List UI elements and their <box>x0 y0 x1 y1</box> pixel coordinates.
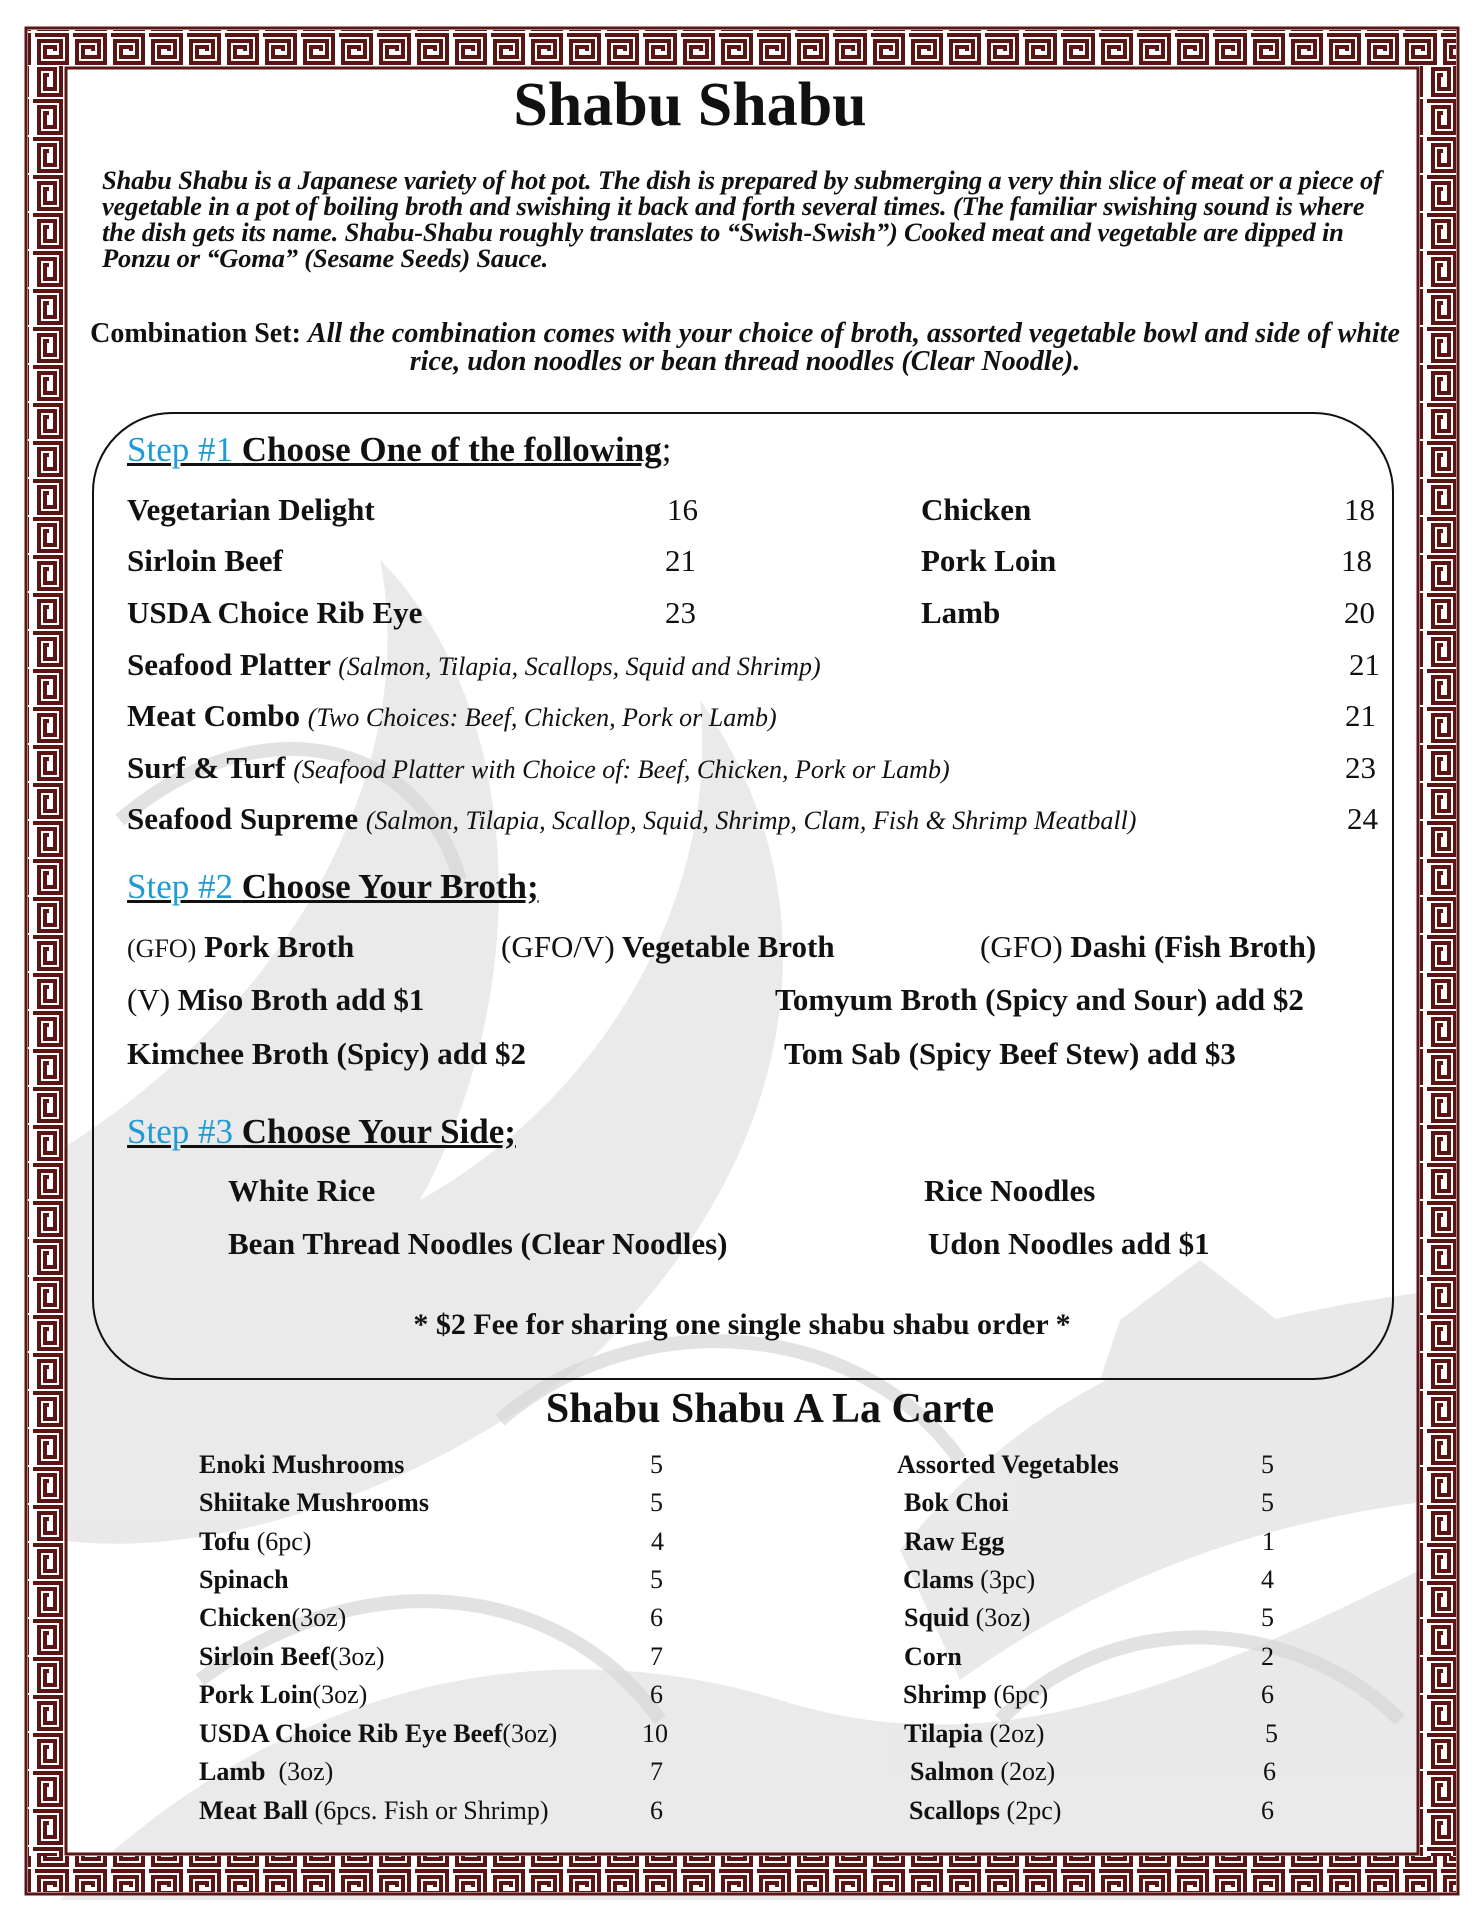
alacarte-item-name: Salmon <box>910 1757 994 1786</box>
broth-name: Miso Broth add $1 <box>177 982 425 1017</box>
alacarte-item <box>199 1680 367 1710</box>
menu-item-note: (Two Choices: Beef, Chicken, Pork or Lamb) <box>307 703 777 732</box>
alacarte-item-price: 5 <box>1265 1719 1278 1748</box>
alacarte-item-qty: (3pc) <box>973 1565 1036 1594</box>
alacarte-item <box>199 1565 289 1595</box>
menu-item-name: Seafood Platter <box>127 647 331 682</box>
alacarte-item <box>904 1527 1004 1557</box>
alacarte-item-price: 6 <box>650 1680 663 1709</box>
side-option: Udon Noodles add $1 <box>928 1226 1210 1261</box>
broth-name: Dashi (Fish Broth) <box>1070 929 1317 964</box>
menu-item-name: Surf & Turf <box>127 750 286 785</box>
alacarte-item-price: 5 <box>1261 1450 1274 1479</box>
alacarte-item-qty: (2oz) <box>993 1757 1056 1786</box>
broth-tag: (GFO/V) <box>501 929 615 964</box>
alacarte-item <box>904 1642 962 1672</box>
alacarte-item-price: 5 <box>1261 1488 1274 1517</box>
alacarte-item-name: Clams <box>903 1565 974 1594</box>
alacarte-item-name: Shrimp <box>903 1680 987 1709</box>
alacarte-item <box>199 1488 429 1518</box>
alacarte-item-qty: (3oz) <box>312 1680 368 1709</box>
alacarte-item-name: Meat Ball <box>199 1796 309 1825</box>
alacarte-item-price: 4 <box>1261 1565 1274 1594</box>
broth-name: Vegetable Broth <box>621 929 835 964</box>
menu-item-price: 20 <box>1344 595 1375 630</box>
alacarte-item <box>904 1488 1009 1518</box>
alacarte-item-name: Spinach <box>199 1565 289 1594</box>
alacarte-item-price: 6 <box>1263 1757 1276 1786</box>
alacarte-item-qty: (3oz) <box>502 1719 558 1748</box>
alacarte-item-name: Sirloin Beef <box>199 1642 330 1671</box>
alacarte-item-name: Chicken <box>199 1603 292 1632</box>
step3-number: Step #3 <box>127 1112 242 1151</box>
alacarte-item-qty: (3oz) <box>291 1603 347 1632</box>
alacarte-item-name: Tofu <box>199 1527 251 1556</box>
alacarte-item-price: 6 <box>650 1796 663 1825</box>
step3-title: Choose Your Side; <box>241 1112 516 1151</box>
alacarte-item-qty: (6pc) <box>250 1527 312 1556</box>
alacarte-item-price: 5 <box>650 1450 663 1479</box>
alacarte-item-price: 6 <box>650 1603 663 1632</box>
step2-number: Step #2 <box>127 867 242 906</box>
sharing-fee-note: * $2 Fee for sharing one single shabu shabu order * <box>413 1308 1071 1341</box>
side-option: Rice Noodles <box>924 1173 1096 1208</box>
menu-item-note: (Salmon, Tilapia, Scallops, Squid and Shrimp) <box>338 652 821 681</box>
menu-item-name: Meat Combo <box>127 698 301 733</box>
alacarte-item <box>903 1680 1048 1710</box>
alacarte-item <box>199 1450 404 1480</box>
alacarte-item-qty: (3oz) <box>265 1757 334 1786</box>
alacarte-item-name: Corn <box>904 1642 962 1671</box>
alacarte-item-name: Raw Egg <box>904 1527 1005 1556</box>
alacarte-item <box>199 1527 311 1557</box>
menu-item-price: 18 <box>1344 492 1375 527</box>
alacarte-item-name: USDA Choice Rib Eye Beef <box>199 1719 503 1748</box>
page-title: Shabu Shabu <box>513 71 867 139</box>
alacarte-item-name: Pork Loin <box>199 1680 313 1709</box>
broth-option: Kimchee Broth (Spicy) add $2 <box>127 1036 526 1071</box>
alacarte-item <box>903 1565 1035 1595</box>
alacarte-item <box>199 1796 549 1826</box>
intro-paragraph: Shabu Shabu is a Japanese variety of hot pot. The dish is prepared by submerging a very thin slice of meat or a piece of vegetable in a pot of boiling broth and swishing it back and forth several times. (The familiar swishing sound is where the dish gets its name. Shabu-Shabu roughly translates to “Swish-Swish”) Cooked meat and vegetable are dipped in Ponzu or “Goma” (Sesame Seeds) Sauce. <box>102 165 1382 273</box>
step1-suffix: ; <box>661 430 672 469</box>
side-option: Bean Thread Noodles (Clear Noodles) <box>228 1226 728 1261</box>
alacarte-item <box>909 1796 1061 1826</box>
alacarte-item-price: 2 <box>1261 1642 1274 1671</box>
menu-item-name: USDA Choice Rib Eye <box>127 595 423 630</box>
step1-heading <box>127 430 671 470</box>
alacarte-item-price: 6 <box>1261 1680 1274 1709</box>
menu-item-row <box>127 698 777 734</box>
menu-item-price: 18 <box>1341 543 1372 578</box>
alacarte-item-name: Scallops <box>909 1796 1001 1825</box>
alacarte-item-qty: (2pc) <box>1000 1796 1062 1825</box>
menu-item-name: Vegetarian Delight <box>127 492 375 527</box>
broth-name: Pork Broth <box>204 929 355 964</box>
alacarte-item-price: 7 <box>650 1642 663 1671</box>
step3-heading <box>127 1112 516 1152</box>
menu-item-row <box>127 801 1136 837</box>
alacarte-item-price: 5 <box>1261 1603 1274 1632</box>
broth-option: Tomyum Broth (Spicy and Sour) add $2 <box>775 982 1304 1017</box>
menu-item-note: (Salmon, Tilapia, Scallop, Squid, Shrimp, Clam, Fish & Shrimp Meatball) <box>365 806 1137 835</box>
broth-option <box>980 929 1316 965</box>
menu-item-name: Sirloin Beef <box>127 543 283 578</box>
alacarte-item-price: 10 <box>642 1719 668 1748</box>
broth-option <box>127 982 424 1018</box>
alacarte-item-qty: (6pcs. Fish or Shrimp) <box>308 1796 549 1825</box>
alacarte-item <box>199 1642 385 1672</box>
side-option: White Rice <box>228 1173 376 1208</box>
alacarte-item-name: Lamb <box>199 1757 266 1786</box>
step2-heading <box>127 867 539 907</box>
broth-option: Tom Sab (Spicy Beef Stew) add $3 <box>784 1036 1236 1071</box>
menu-item-price: 21 <box>665 543 696 578</box>
menu-item-note: (Seafood Platter with Choice of: Beef, Chicken, Pork or Lamb) <box>293 755 950 784</box>
alacarte-item-price: 1 <box>1262 1527 1275 1556</box>
menu-item-row <box>127 750 950 786</box>
alacarte-item <box>910 1757 1055 1787</box>
alacarte-item-qty: (3oz) <box>969 1603 1031 1632</box>
step1-title: Choose One of the following <box>241 430 662 469</box>
alacarte-item-price: 5 <box>650 1565 663 1594</box>
alacarte-item-price: 4 <box>651 1527 664 1556</box>
alacarte-item-price: 6 <box>1261 1796 1274 1825</box>
broth-tag: (V) <box>127 982 171 1017</box>
alacarte-item-name: Squid <box>904 1603 970 1632</box>
alacarte-item-qty: (6pc) <box>986 1680 1049 1709</box>
step2-title: Choose Your Broth; <box>241 867 539 906</box>
alacarte-item-price: 5 <box>650 1488 663 1517</box>
broth-tag: (GFO) <box>127 934 197 963</box>
alacarte-item-name: Assorted Vegetables <box>897 1450 1119 1479</box>
menu-item-name: Lamb <box>921 595 1001 630</box>
menu-item-price: 23 <box>665 595 696 630</box>
broth-option <box>501 929 835 965</box>
alacarte-item <box>199 1603 346 1633</box>
alacarte-item-name: Bok Choi <box>904 1488 1009 1517</box>
menu-item-price: 24 <box>1347 801 1378 836</box>
alacarte-item-name: Shiitake Mushrooms <box>199 1488 429 1517</box>
combination-label: Combination Set: <box>90 318 301 349</box>
combination-set <box>90 320 1400 376</box>
menu-item-name: Seafood Supreme <box>127 801 359 836</box>
alacarte-item <box>199 1757 333 1787</box>
broth-option <box>127 929 354 965</box>
menu-item-price: 16 <box>667 492 698 527</box>
menu-item-name: Pork Loin <box>921 543 1057 578</box>
alacarte-item-price: 7 <box>650 1757 663 1786</box>
alacarte-item <box>904 1603 1030 1633</box>
broth-tag: (GFO) <box>980 929 1063 964</box>
menu-item-name: Chicken <box>921 492 1032 527</box>
menu-item-row <box>127 647 821 683</box>
menu-item-price: 21 <box>1345 698 1376 733</box>
menu-item-price: 21 <box>1349 647 1380 682</box>
alacarte-item <box>897 1450 1119 1480</box>
alacarte-item <box>199 1719 557 1749</box>
menu-item-price: 23 <box>1345 750 1376 785</box>
step1-number: Step #1 <box>127 430 242 469</box>
alacarte-item-qty: (3oz) <box>329 1642 385 1671</box>
combination-text: All the combination comes with your choice of broth, assorted vegetable bowl and side of white rice, udon noodles or bean thread noodles (Clear Noodle). <box>307 318 1400 377</box>
alacarte-item-name: Tilapia <box>904 1719 984 1748</box>
alacarte-item-name: Enoki Mushrooms <box>199 1450 405 1479</box>
alacarte-title: Shabu Shabu A La Carte <box>545 1386 995 1432</box>
alacarte-item-qty: (2oz) <box>983 1719 1045 1748</box>
alacarte-item <box>904 1719 1044 1749</box>
